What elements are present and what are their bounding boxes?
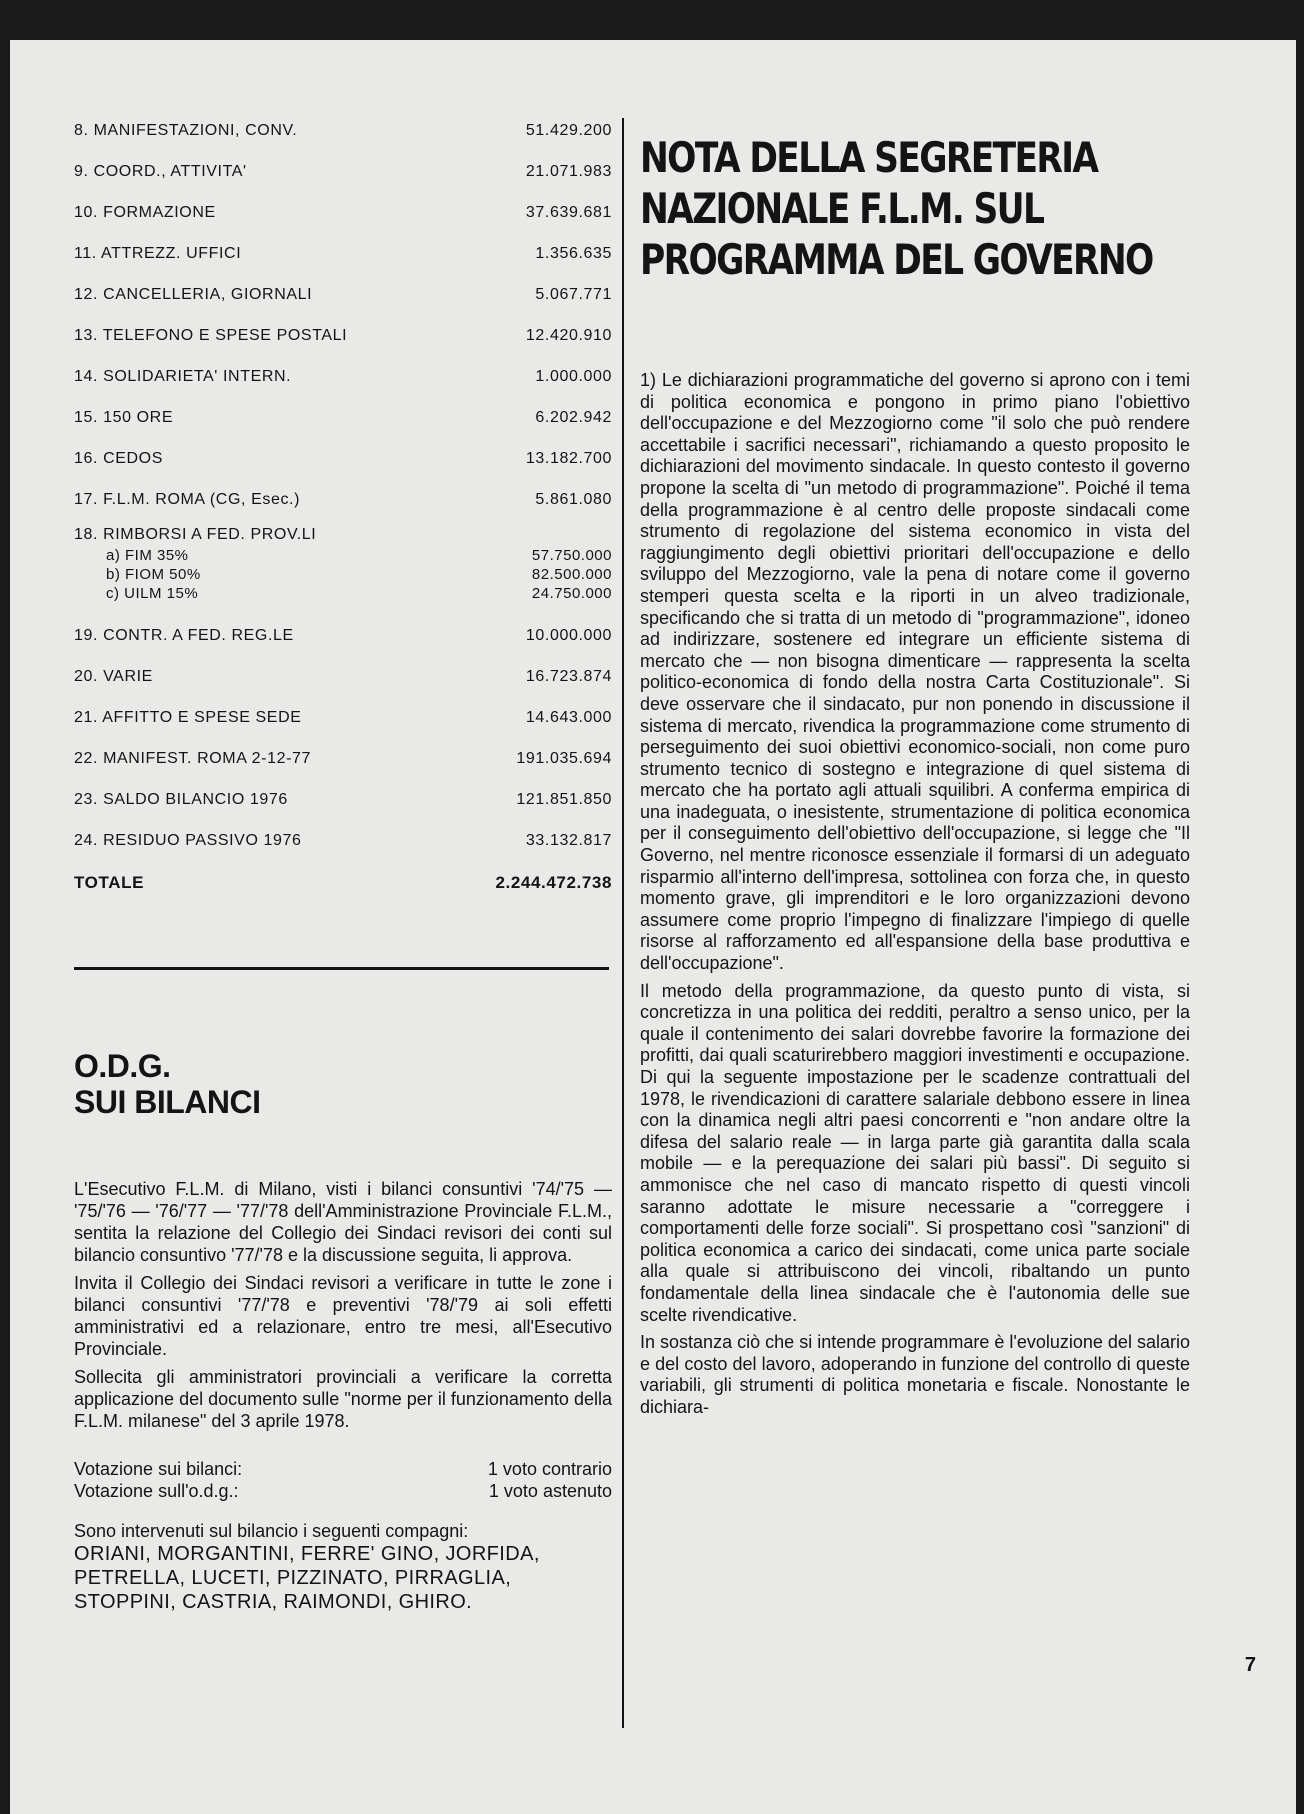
budget-label: 11. ATTREZZ. UFFICI — [74, 245, 242, 262]
vote-row — [74, 1458, 612, 1480]
odg-paragraph: Sollecita gli amministratori provinciali a verificare la corretta applicazione del documento sulle "norme per il funzionamento della F.L.M. milanese" del 3 aprile 1978. — [74, 1367, 612, 1431]
nota-heading-line: PROGRAMMA DEL GOVERNO — [640, 235, 1153, 284]
budget-sub-label: b) FIOM 50% — [106, 566, 201, 583]
budget-list — [74, 110, 612, 905]
section-divider — [74, 967, 609, 970]
page-number: 7 — [1244, 1654, 1256, 1676]
vote-value: 1 voto astenuto — [488, 1481, 612, 1501]
budget-sub-amount: 24.750.000 — [531, 585, 612, 602]
budget-group-label: 18. RIMBORSI A FED. PROV.LI — [74, 526, 317, 543]
budget-label: 12. CANCELLERIA, GIORNALI — [74, 286, 313, 303]
magazine-page — [10, 40, 1296, 1814]
odg-heading-line: O.D.G. — [74, 1048, 171, 1084]
budget-label: 10. FORMAZIONE — [74, 204, 216, 221]
budget-label: 9. COORD., ATTIVITA' — [74, 163, 247, 180]
budget-total-row — [74, 861, 612, 905]
vote-label: Votazione sui bilanci: — [74, 1459, 243, 1479]
speakers-list: ORIANI, MORGANTINI, FERRE' GINO, JORFIDA, PETRELLA, LUCETI, PIZZINATO, PIRRAGLIA, STOPPINI, CASTRIA, RAIMONDI, GHIRO. — [74, 1543, 540, 1613]
budget-row — [74, 315, 612, 356]
budget-sub-label: c) UILM 15% — [106, 585, 199, 602]
budget-amount: 16.723.874 — [525, 668, 612, 685]
nota-heading-line: NAZIONALE F.L.M. SUL — [640, 184, 1044, 233]
budget-amount: 37.639.681 — [525, 204, 612, 221]
nota-body — [640, 370, 1190, 1419]
budget-amount: 5.067.771 — [535, 286, 612, 303]
budget-label: 24. RESIDUO PASSIVO 1976 — [74, 832, 302, 849]
vote-label: Votazione sull'o.d.g.: — [74, 1481, 239, 1501]
budget-row — [74, 274, 612, 315]
budget-row — [74, 233, 612, 274]
budget-row — [74, 479, 612, 520]
nota-paragraph: 1) Le dichiarazioni programmatiche del governo si aprono con i temi di politica economica e pongono in primo piano l'obiettivo dell'occupazione e del Mezzogiorno come "il solo che può rendere accettabile i sacrifici necessari", richiamando a questo proposito le dichiarazioni del movimento sindacale. In questo contesto il governo propone la scelta di "un metodo di programmazione". Poiché il tema della programmazione è al centro delle proposte sindacali come strumento di regolazione del sistema economico in vista del raggiungimento degli obiettivi prioritari dell'occupazione e dello sviluppo del Mezzogiorno, vale la pena di notare come il governo stemperi questa scelta e la riporti in un alveo tradizionale, specificando che si tratta di un metodo di "programmazione", idoneo ad indirizzare, sostenere ed integrare un efficiente sistema di mercato che — non bisogna dimenticare — rappresenta la scelta politico-economica di fondo della nostra Carta Costituzionale". Si deve osservare che il sindacato, pur non ponendo in discussione il sistema di mercato, rivendica la programmazione come strumento di perseguimento dei suoi obiettivi economico-sociali, non come puro strumento tecnico di sostegno e integrazione di quel sistema di mercato che ha portato agli attuali squilibri. A conferma empirica di una inadeguata, o inesistente, strumentazione di politica economica per il conseguimento dell'obiettivo dell'occupazione, si legge che "Il Governo, nel mentre riconosce essenziale il formarsi di un adeguato risparmio all'interno dell'impresa, sottolinea con forza che, in questo momento grave, gli imprenditori e le loro organizzazioni devono assumere come proprio l'impegno di finalizzare l'impiego di quelle risorse al rafforzamento ed all'espansione della base produttiva e dell'occupazione". — [640, 370, 1190, 974]
budget-label: 23. SALDO BILANCIO 1976 — [74, 791, 288, 808]
odg-heading-line: SUI BILANCI — [74, 1084, 261, 1120]
budget-label: 19. CONTR. A FED. REG.LE — [74, 627, 294, 644]
budget-row — [74, 656, 612, 697]
total-label: TOTALE — [74, 873, 145, 892]
nota-paragraph: In sostanza ciò che si intende programmare è l'evoluzione del salario e del costo del lavoro, adoperando in funzione del controllo di queste variabili, gli strumenti di politica monetaria e fiscale. Nonostante le dichiara- — [640, 1332, 1190, 1417]
column-rule — [622, 118, 624, 1728]
budget-row — [74, 192, 612, 233]
vote-row — [74, 1480, 612, 1502]
budget-label: 8. MANIFESTAZIONI, CONV. — [74, 122, 298, 139]
budget-subrow — [74, 546, 612, 565]
nota-heading — [640, 132, 1153, 286]
budget-sub-amount: 57.750.000 — [531, 547, 612, 564]
budget-row — [74, 151, 612, 192]
budget-row — [74, 697, 612, 738]
budget-group-rimborsi — [74, 524, 612, 603]
budget-label: 15. 150 ORE — [74, 409, 174, 426]
budget-amount: 5.861.080 — [535, 491, 612, 508]
left-column — [74, 110, 612, 1614]
budget-row — [74, 615, 612, 656]
nota-heading-line: NOTA DELLA SEGRETERIA — [640, 133, 1098, 182]
budget-amount: 1.356.635 — [535, 245, 612, 262]
nota-paragraph: Il metodo della programmazione, da questo punto di vista, si concretizza in una politica dei redditi, peraltro a senso unico, per la quale il contenimento dei salari dovrebbe favorire la formazione dei profitti, dai quali scaturirebbero maggiori investimenti e occupazione. Di qui la seguente impostazione per le scadenze contrattuali del 1978, le rivendicazioni di carattere salariale debbono essere in linea con la dinamica negli altri paesi concorrenti e "non andare oltre la difesa del salario reale — in larga parte già garantita dalla scala mobile — e la perequazione dei salari più bassi". Di seguito si ammonisce che nel caso di mancato rispetto di questi vincoli saranno adottate le misure necessarie a "correggere i comportamenti delle forze sociali". Si prospettano così "sanzioni" di politica economica a carico dei sindacati, come unica parte sociale alla quale si attribuiscono dei vincoli, ribaltando un punto fondamentale della linea sindacale che è l'autonomia delle sue scelte rivendicative. — [640, 980, 1190, 1325]
budget-label: 17. F.L.M. ROMA (CG, Esec.) — [74, 491, 301, 508]
budget-subrow — [74, 565, 612, 584]
odg-paragraph: L'Esecutivo F.L.M. di Milano, visti i bilanci consuntivi '74/'75 — '75/'76 — '76/'77 — '77/'78 dell'Amministrazione Provinciale F.L.M., sentita la relazione del Collegio dei Sindaci revisori dei conti sul bilancio consuntivo '77/'78 e la discussione seguita, li approva. — [74, 1179, 612, 1265]
right-column — [640, 110, 1190, 1425]
budget-amount: 12.420.910 — [525, 327, 612, 344]
budget-label: 13. TELEFONO E SPESE POSTALI — [74, 327, 348, 344]
budget-label: 22. MANIFEST. ROMA 2-12-77 — [74, 750, 312, 767]
budget-subrow — [74, 584, 612, 603]
budget-amount: 51.429.200 — [525, 122, 612, 139]
budget-amount: 33.132.817 — [525, 832, 612, 849]
budget-amount: 121.851.850 — [516, 791, 612, 808]
budget-label: 21. AFFITTO E SPESE SEDE — [74, 709, 302, 726]
budget-row — [74, 397, 612, 438]
odg-body — [74, 1178, 612, 1614]
votes-block — [74, 1458, 612, 1502]
budget-amount: 13.182.700 — [525, 450, 612, 467]
speakers-intro: Sono intervenuti sul bilancio i seguenti compagni: — [74, 1521, 469, 1541]
budget-amount: 1.000.000 — [535, 368, 612, 385]
odg-paragraph: Invita il Collegio dei Sindaci revisori a verificare in tutte le zone i bilanci consuntivi '77/'78 e preventivi '78/'79 ai soli effetti amministrativi ed a relazionare, entro tre mesi, all'Esecutivo Provinciale. — [74, 1273, 612, 1359]
budget-label: 16. CEDOS — [74, 450, 163, 467]
budget-row — [74, 356, 612, 397]
budget-amount: 14.643.000 — [525, 709, 612, 726]
budget-label: 20. VARIE — [74, 668, 153, 685]
budget-sub-label: a) FIM 35% — [106, 547, 189, 564]
budget-sub-amount: 82.500.000 — [531, 566, 612, 583]
budget-row — [74, 820, 612, 861]
total-amount: 2.244.472.738 — [495, 873, 612, 892]
budget-row — [74, 738, 612, 779]
odg-heading — [74, 1048, 612, 1120]
budget-label: 14. SOLIDARIETA' INTERN. — [74, 368, 292, 385]
budget-row — [74, 110, 612, 151]
budget-amount: 21.071.983 — [525, 163, 612, 180]
vote-value: 1 voto contrario — [487, 1459, 612, 1479]
budget-row — [74, 438, 612, 479]
budget-amount: 10.000.000 — [525, 627, 612, 644]
budget-amount: 191.035.694 — [516, 750, 612, 767]
budget-amount: 6.202.942 — [535, 409, 612, 426]
budget-row — [74, 779, 612, 820]
